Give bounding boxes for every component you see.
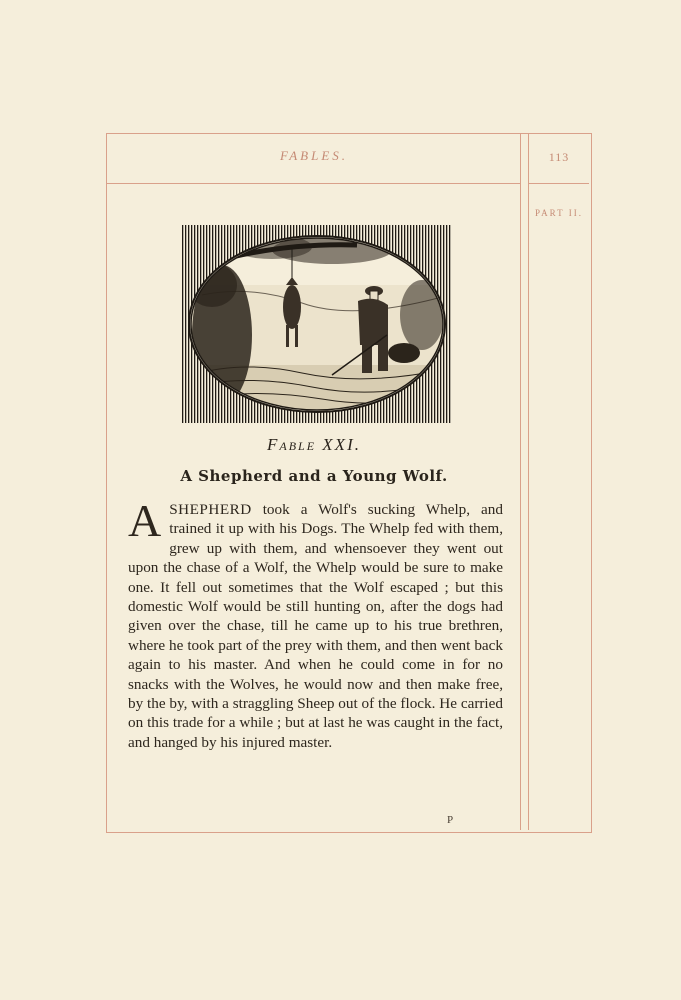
fable-body-text: took a Wolf's sucking Whelp, and trained it up with his Dogs. The Whelp fed with them, grew up with them, and whensoever they went out upon the chase of a Wolf, the Whelp would be sure to make one. It fell out sometimes that the Wolf escaped ; but this domestic Wolf would be still hunting on, after the dogs had given over the chase, till he came up to his true brethren, where he took part of the prey with them, and then went back again to his master. And when he could come in for no snacks with the Wolves, he would now and then make free, by the by, with a straggling Sheep out of the flock. He carried on this trade for a while ; but at last he was caught in the fact, and hanged by his injured master. — [128, 501, 503, 751]
header-rule-margin — [528, 183, 589, 184]
fable-title: A Shepherd and a Young Wolf. — [180, 467, 448, 485]
first-word: SHEPHERD — [169, 501, 252, 518]
engraving-wolf-hanged-shepherd-icon — [182, 225, 452, 423]
part-label: PART II. — [535, 208, 583, 218]
signature-mark: P — [446, 814, 454, 826]
header-rule — [107, 183, 521, 184]
page-number: 113 — [548, 150, 570, 164]
column-rule-outer — [528, 134, 529, 830]
running-head: FABLES. — [279, 148, 349, 163]
drop-cap: A — [128, 495, 162, 546]
fable-body — [128, 495, 503, 752]
fable-number: Fable XXI. — [267, 435, 361, 454]
